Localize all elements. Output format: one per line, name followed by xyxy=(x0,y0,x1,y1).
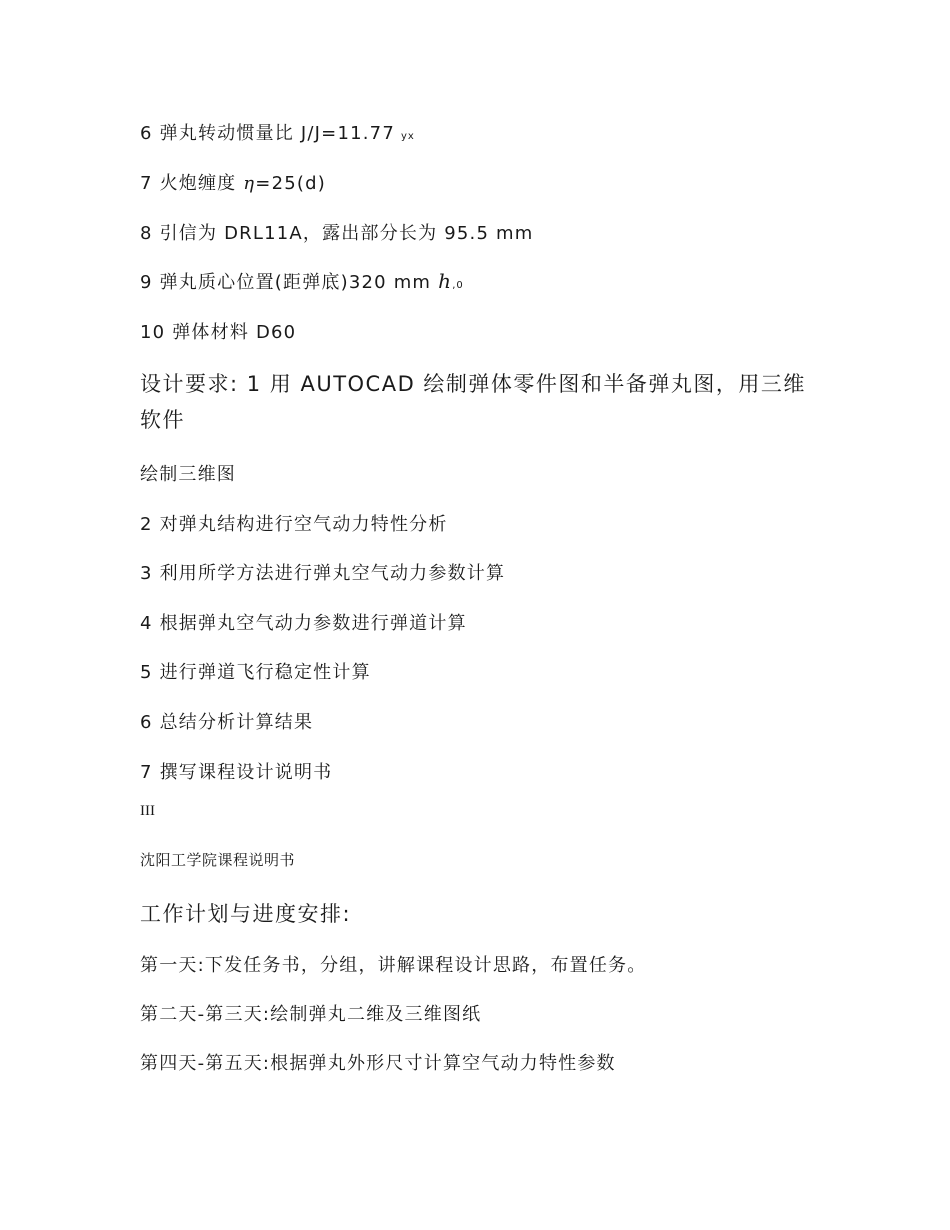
requirement-item: 3 利用所学方法进行弹丸空气动力参数计算 xyxy=(140,563,506,584)
param-7-value: =25(d) xyxy=(255,173,326,194)
param-6 xyxy=(140,119,415,145)
param-7-symbol: η xyxy=(243,173,256,194)
requirements-title: 设计要求: 1 用 AUTOCAD 绘制弹体零件图和半备弹丸图，用三维软件 xyxy=(140,372,806,432)
param-7-text: 7 火炮缠度 xyxy=(140,173,244,194)
param-6-subscript: yx xyxy=(401,131,415,142)
schedule-item: 第二天-第三天:绘制弹丸二维及三维图纸 xyxy=(140,1004,482,1025)
param-9 xyxy=(140,268,464,294)
param-8: 8 引信为 DRL11A，露出部分长为 95.5 mm xyxy=(140,223,534,244)
param-9-symbol: h xyxy=(438,269,453,293)
param-6-text: 6 弹丸转动惯量比 J/J=11.77 xyxy=(140,123,395,144)
requirement-item: 2 对弹丸结构进行空气动力特性分析 xyxy=(140,514,448,535)
param-7 xyxy=(140,169,326,195)
schedule-item: 第一天:下发任务书，分组，讲解课程设计思路，布置任务。 xyxy=(140,955,647,976)
schedule-item: 第四天-第五天:根据弹丸外形尺寸计算空气动力特性参数 xyxy=(140,1053,616,1074)
header-caption: 沈阳工学院课程说明书 xyxy=(140,851,296,869)
param-10: 10 弹体材料 D60 xyxy=(140,322,297,343)
param-9-text: 9 弹丸质心位置(距弹底)320 mm xyxy=(140,272,439,293)
requirement-item: 7 撰写课程设计说明书 xyxy=(140,762,333,783)
requirement-item: 4 根据弹丸空气动力参数进行弹道计算 xyxy=(140,613,467,634)
page-number: III xyxy=(140,803,155,819)
schedule-title: 工作计划与进度安排: xyxy=(140,902,352,926)
requirement-item: 6 总结分析计算结果 xyxy=(140,712,314,733)
requirements-continuation: 绘制三维图 xyxy=(140,464,236,485)
requirement-item: 5 进行弹道飞行稳定性计算 xyxy=(140,662,371,683)
param-9-subscript: ,0 xyxy=(452,280,464,291)
